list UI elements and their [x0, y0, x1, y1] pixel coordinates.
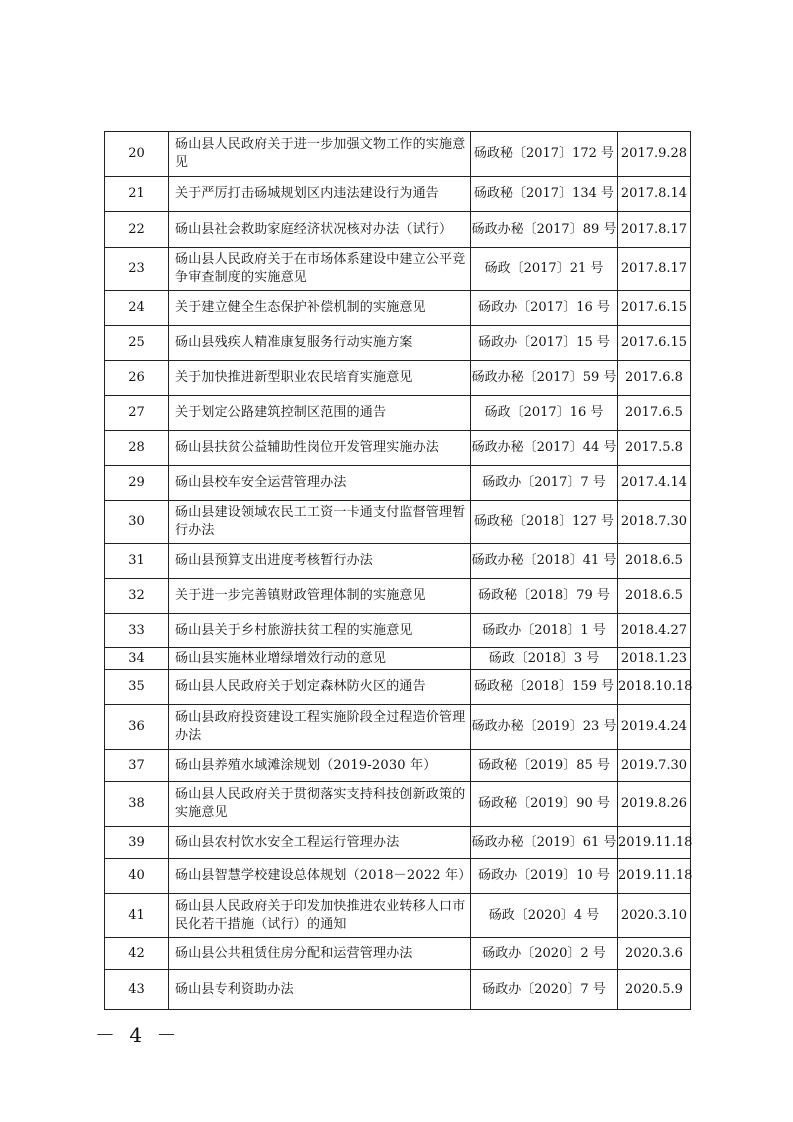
document-date: 2017.6.15 — [618, 326, 691, 361]
document-date: 2020.3.10 — [618, 894, 691, 938]
document-number: 砀政办秘〔2019〕23 号 — [471, 705, 618, 750]
table-row — [105, 248, 691, 291]
table-row — [105, 501, 691, 544]
document-title: 砀山县社会救助家庭经济状况核对办法（试行） — [169, 212, 471, 248]
document-number: 砀政办〔2017〕7 号 — [471, 466, 618, 501]
document-title: 关于加快推进新型职业农民培育实施意见 — [169, 361, 471, 396]
document-title: 砀山县人民政府关于印发加快推进农业转移人口市民化若干措施（试行）的通知 — [169, 894, 471, 938]
table-row — [105, 212, 691, 248]
document-list-table — [104, 131, 691, 1010]
document-date: 2017.9.28 — [618, 132, 691, 177]
row-number: 27 — [105, 396, 169, 431]
row-number: 22 — [105, 212, 169, 248]
document-title: 砀山县人民政府关于在市场体系建设中建立公平竞争审查制度的实施意见 — [169, 248, 471, 291]
document-number: 砀政〔2017〕16 号 — [471, 396, 618, 431]
document-title: 砀山县人民政府关于贯彻落实支持科技创新政策的实施意见 — [169, 782, 471, 827]
document-number: 砀政办〔2020〕2 号 — [471, 938, 618, 970]
document-title: 砀山县残疾人精准康复服务行动实施方案 — [169, 326, 471, 361]
row-number: 25 — [105, 326, 169, 361]
table-row — [105, 859, 691, 894]
document-title: 关于进一步完善镇财政管理体制的实施意见 — [169, 579, 471, 614]
document-title: 砀山县建设领域农民工工资一卡通支付监督管理暂行办法 — [169, 501, 471, 544]
document-date: 2018.6.5 — [618, 544, 691, 579]
document-title: 砀山县人民政府关于进一步加强文物工作的实施意见 — [169, 132, 471, 177]
row-number: 31 — [105, 544, 169, 579]
document-number: 砀政〔2018〕3 号 — [471, 648, 618, 670]
document-date: 2019.7.30 — [618, 750, 691, 782]
table-row — [105, 938, 691, 970]
document-date: 2018.10.18 — [618, 670, 691, 705]
document-date: 2019.11.18 — [618, 827, 691, 859]
document-date: 2019.8.26 — [618, 782, 691, 827]
document-title: 砀山县校车安全运营管理办法 — [169, 466, 471, 501]
table-row — [105, 970, 691, 1010]
row-number: 20 — [105, 132, 169, 177]
document-number: 砀政秘〔2018〕159 号 — [471, 670, 618, 705]
row-number: 30 — [105, 501, 169, 544]
document-number: 砀政办〔2018〕1 号 — [471, 614, 618, 648]
row-number: 21 — [105, 177, 169, 212]
document-title: 砀山县智慧学校建设总体规划（2018－2022 年） — [169, 859, 471, 894]
table-row — [105, 670, 691, 705]
table-row — [105, 396, 691, 431]
table-row — [105, 361, 691, 396]
document-number: 砀政办秘〔2017〕89 号 — [471, 212, 618, 248]
document-number: 砀政秘〔2018〕127 号 — [471, 501, 618, 544]
document-date: 2017.4.14 — [618, 466, 691, 501]
document-title: 砀山县人民政府关于划定森林防火区的通告 — [169, 670, 471, 705]
row-number: 43 — [105, 970, 169, 1010]
document-title: 砀山县关于乡村旅游扶贫工程的实施意见 — [169, 614, 471, 648]
document-title: 砀山县专利资助办法 — [169, 970, 471, 1010]
page-number: － 4 － — [95, 1023, 181, 1047]
document-number: 砀政办〔2019〕10 号 — [471, 859, 618, 894]
document-number: 砀政秘〔2019〕85 号 — [471, 750, 618, 782]
row-number: 39 — [105, 827, 169, 859]
row-number: 35 — [105, 670, 169, 705]
document-number: 砀政秘〔2018〕79 号 — [471, 579, 618, 614]
document-date: 2017.6.8 — [618, 361, 691, 396]
document-date: 2017.6.5 — [618, 396, 691, 431]
table-row — [105, 750, 691, 782]
document-title: 砀山县扶贫公益辅助性岗位开发管理实施办法 — [169, 431, 471, 466]
table-row — [105, 648, 691, 670]
table-row — [105, 579, 691, 614]
row-number: 42 — [105, 938, 169, 970]
row-number: 32 — [105, 579, 169, 614]
table-row — [105, 466, 691, 501]
document-date: 2017.5.8 — [618, 431, 691, 466]
document-title: 砀山县农村饮水安全工程运行管理办法 — [169, 827, 471, 859]
document-date: 2019.4.24 — [618, 705, 691, 750]
document-date: 2019.11.18 — [618, 859, 691, 894]
row-number: 23 — [105, 248, 169, 291]
row-number: 40 — [105, 859, 169, 894]
document-date: 2018.4.27 — [618, 614, 691, 648]
table-row — [105, 782, 691, 827]
document-date: 2017.8.17 — [618, 212, 691, 248]
document-title: 关于建立健全生态保护补偿机制的实施意见 — [169, 291, 471, 326]
table-row — [105, 544, 691, 579]
document-title: 关于划定公路建筑控制区范围的通告 — [169, 396, 471, 431]
document-number: 砀政办秘〔2018〕41 号 — [471, 544, 618, 579]
document-number: 砀政办秘〔2017〕59 号 — [471, 361, 618, 396]
document-number: 砀政办秘〔2019〕61 号 — [471, 827, 618, 859]
document-number: 砀政〔2017〕21 号 — [471, 248, 618, 291]
document-title: 砀山县实施林业增绿增效行动的意见 — [169, 648, 471, 670]
document-title: 砀山县公共租赁住房分配和运营管理办法 — [169, 938, 471, 970]
table-row — [105, 132, 691, 177]
table-row — [105, 177, 691, 212]
table-row — [105, 326, 691, 361]
document-number: 砀政秘〔2019〕90 号 — [471, 782, 618, 827]
document-title: 关于严厉打击砀城规划区内违法建设行为通告 — [169, 177, 471, 212]
row-number: 37 — [105, 750, 169, 782]
row-number: 38 — [105, 782, 169, 827]
document-number: 砀政秘〔2017〕134 号 — [471, 177, 618, 212]
row-number: 28 — [105, 431, 169, 466]
row-number: 41 — [105, 894, 169, 938]
document-number: 砀政办〔2020〕7 号 — [471, 970, 618, 1010]
document-date: 2018.7.30 — [618, 501, 691, 544]
document-date: 2018.1.23 — [618, 648, 691, 670]
document-date: 2017.8.14 — [618, 177, 691, 212]
table-row — [105, 614, 691, 648]
row-number: 33 — [105, 614, 169, 648]
document-number: 砀政〔2020〕4 号 — [471, 894, 618, 938]
document-number: 砀政办〔2017〕15 号 — [471, 326, 618, 361]
table-row — [105, 705, 691, 750]
row-number: 34 — [105, 648, 169, 670]
document-date: 2020.3.6 — [618, 938, 691, 970]
table-row — [105, 894, 691, 938]
table-row — [105, 291, 691, 326]
document-title: 砀山县政府投资建设工程实施阶段全过程造价管理办法 — [169, 705, 471, 750]
document-date: 2018.6.5 — [618, 579, 691, 614]
document-date: 2017.6.15 — [618, 291, 691, 326]
document-number: 砀政秘〔2017〕172 号 — [471, 132, 618, 177]
document-title: 砀山县养殖水域滩涂规划（2019-2030 年） — [169, 750, 471, 782]
document-date: 2020.5.9 — [618, 970, 691, 1010]
document-title: 砀山县预算支出进度考核暂行办法 — [169, 544, 471, 579]
table-row — [105, 827, 691, 859]
document-number: 砀政办秘〔2017〕44 号 — [471, 431, 618, 466]
row-number: 36 — [105, 705, 169, 750]
document-date: 2017.8.17 — [618, 248, 691, 291]
row-number: 26 — [105, 361, 169, 396]
document-number: 砀政办〔2017〕16 号 — [471, 291, 618, 326]
row-number: 24 — [105, 291, 169, 326]
table-row — [105, 431, 691, 466]
row-number: 29 — [105, 466, 169, 501]
